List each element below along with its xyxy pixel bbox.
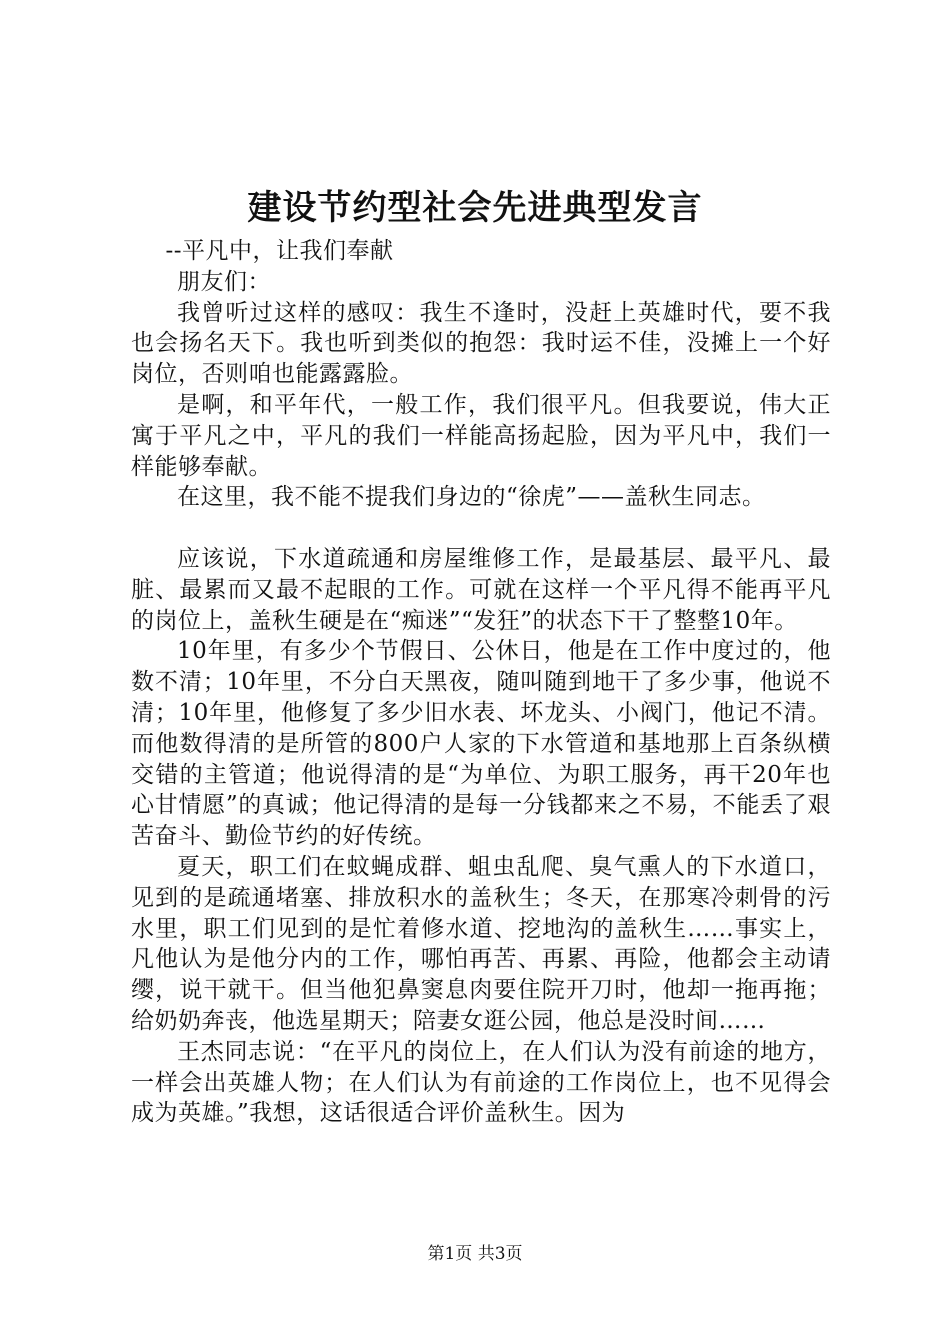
- paragraph-6: 夏天，职工们在蚊蝇成群、蛆虫乱爬、臭气熏人的下水道口，见到的是疏通堵塞、排放积水的盖秋生；冬天，在那寒冷刺骨的污水里，职工们见到的是忙着修水道、挖地沟的盖秋生……事实上，凡他认为是他分内的工作，哪怕再苦、再累、再险，他都会主动请缨，说干就干。但当他犯鼻窦息肉要住院开刀时，他却一拖再拖；给奶奶奔丧，他选星期天；陪妻女逛公园，他总是没时间……: [131, 853, 831, 1034]
- document-body: [131, 236, 831, 1129]
- page-footer: 第1页 共3页: [427, 1244, 523, 1264]
- document-subtitle: --平凡中，让我们奉献: [165, 238, 394, 264]
- paragraph-1: 我曾听过这样的感叹：我生不逢时，没赶上英雄时代，要不我也会扬名天下。我也听到类似的抱怨：我时运不佳，没摊上一个好岗位，否则咱也能露露脸。: [131, 299, 831, 388]
- salutation: 朋友们：: [177, 268, 271, 295]
- paragraph-3: 在这里，我不能不提我们身边的“徐虎”——盖秋生同志。: [177, 484, 766, 511]
- paragraph-2: 是啊，和平年代，一般工作，我们很平凡。但我要说，伟大正寓于平凡之中，平凡的我们一样能高扬起脸，因为平凡中，我们一样能够奉献。: [131, 391, 831, 480]
- document-title: 建设节约型社会先进典型发言: [247, 188, 703, 228]
- paragraph-4: 应该说，下水道疏通和房屋维修工作，是最基层、最平凡、最脏、最累而又最不起眼的工作。可就在这样一个平凡得不能再平凡的岗位上，盖秋生硬是在“痴迷”“发狂”的状态下干了整整10年。: [131, 545, 831, 634]
- paragraph-5: 10年里，有多少个节假日、公休日，他是在工作中度过的，他数不清；10年里，不分白天黑夜，随叫随到地干了多少事，他说不清；10年里，他修复了多少旧水表、坏龙头、小阀门，他记不清。而他数得清的是所管的800户人家的下水管道和基地那上百条纵横交错的主管道；他说得清的是“为单位、为职工服务，再干20年也心甘情愿”的真诚；他记得清的是每一分钱都来之不易，不能丢了艰苦奋斗、勤俭节约的好传统。: [131, 638, 831, 850]
- paragraph-7: 王杰同志说：“在平凡的岗位上，在人们认为没有前途的地方，一样会出英雄人物；在人们认为有前途的工作岗位上，也不见得会成为英雄。”我想，这话很适合评价盖秋生。因为: [131, 1038, 831, 1127]
